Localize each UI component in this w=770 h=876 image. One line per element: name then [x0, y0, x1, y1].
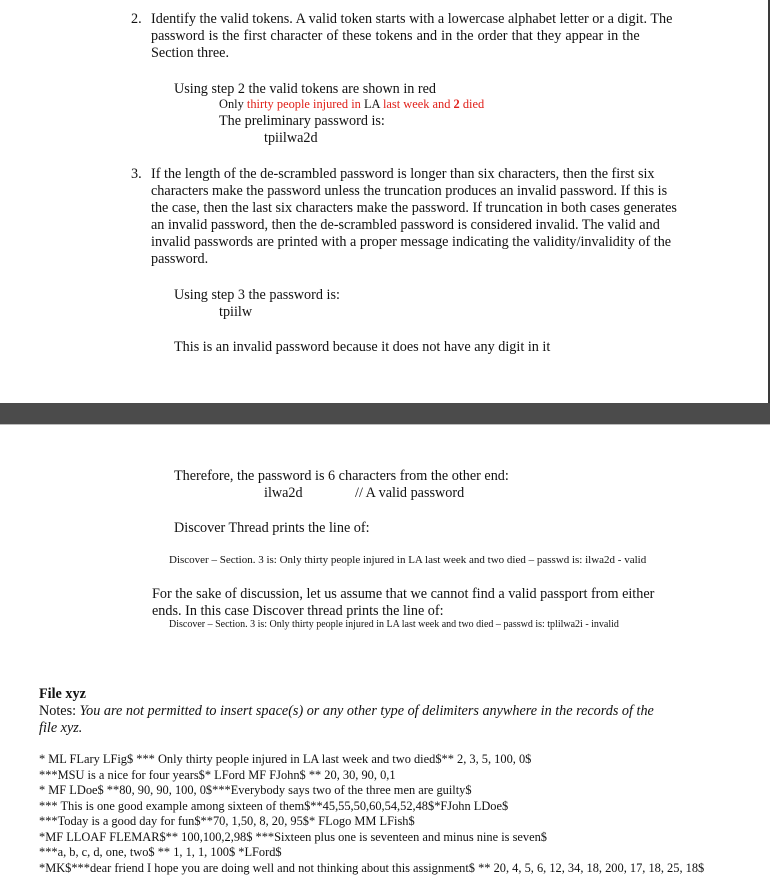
step-2-number: 2.: [131, 11, 142, 28]
valid-tokens-example: [219, 97, 484, 112]
valid-token: last: [383, 97, 400, 111]
file-record: ***a, b, c, d, one, two$ ** 1, 1, 1, 100$ *LFord$: [39, 845, 282, 861]
valid-token: injured: [313, 97, 348, 111]
step-3-line-1: If the length of the de-scrambled password is longer than six characters, then the first six: [151, 166, 655, 183]
discover-valid-line: Discover – Section. 3 is: Only thirty people injured in LA last week and two died – passwd is: ilwa2d - valid: [169, 554, 646, 566]
file-record: *** This is one good example among sixteen of them$**45,55,50,60,54,52,48$*FJohn LDoe$: [39, 799, 508, 815]
valid-token: and: [433, 97, 451, 111]
file-record: *MK$***dear friend I hope you are doing well and not thinking about this assignment$ ** 20, 4, 5, 6, 12, 34, 18, 200, 17, 18, 25, 18$: [39, 861, 704, 876]
step-3-number: 3.: [131, 166, 142, 183]
step-3-line-5: invalid passwords are printed with a proper message indicating the validity/invalidity of the: [151, 234, 671, 251]
step-3-line-4: an invalid password, then the de-scrambled password is considered invalid. The valid and: [151, 217, 660, 234]
notes-label: Notes:: [39, 703, 80, 719]
page-separator-line: [0, 424, 770, 425]
file-title: File xyz: [39, 686, 86, 703]
therefore-text: Therefore, the password is 6 characters from the other end:: [174, 468, 509, 485]
valid-token: 2: [454, 97, 460, 111]
final-password-comment: // A valid password: [355, 485, 464, 502]
step-3-using-text: Using step 3 the password is:: [174, 287, 340, 304]
valid-token: week: [403, 97, 429, 111]
file-record: *MF LLOAF FLEMAR$** 100,100,2,98$ ***Sixteen plus one is seventeen and minus nine is seven$: [39, 830, 547, 846]
discover-label: Discover Thread prints the line of:: [174, 520, 370, 537]
discover-invalid-line: Discover – Section. 3 is: Only thirty people injured in LA last week and two died – passwd is: tplilwa2i - invalid: [169, 619, 619, 630]
step-3-line-2: characters make the password unless the truncation produces an invalid password. If this is: [151, 183, 667, 200]
preliminary-password-value: tpiilwa2d: [264, 130, 318, 147]
valid-token: people: [277, 97, 310, 111]
step-2-line-2: password is the first character of these tokens and in the order that they appear in the: [151, 28, 640, 45]
step-2-using-text: Using step 2 the valid tokens are shown in red: [174, 81, 436, 98]
notes-text: You are not permitted to insert space(s) or any other type of delimiters anywhere in the records of the: [80, 703, 654, 719]
valid-token: in: [351, 97, 361, 111]
step-3-password-value: tpiilw: [219, 304, 252, 321]
file-record: * ML FLary LFig$ *** Only thirty people injured in LA last week and two died$** 2, 3, 5, 100, 0$: [39, 752, 531, 768]
invalid-password-message: This is an invalid password because it does not have any digit in it: [174, 339, 550, 356]
sake-line-2: ends. In this case Discover thread prints the line of:: [152, 603, 444, 620]
token-word: LA: [364, 97, 380, 111]
page-separator: [0, 403, 770, 425]
file-notes-line-2: file xyz.: [39, 720, 82, 737]
step-3-line-6: password.: [151, 251, 208, 268]
file-notes-line-1: [39, 703, 654, 720]
sake-line-1: For the sake of discussion, let us assume that we cannot find a valid passport from either: [152, 586, 654, 603]
final-password-value: ilwa2d: [264, 485, 303, 502]
step-2-line-1: Identify the valid tokens. A valid token starts with a lowercase alphabet letter or a digit. The: [151, 11, 672, 28]
valid-token: died: [463, 97, 484, 111]
file-record: * MF LDoe$ **80, 90, 90, 100, 0$***Everybody says two of the three men are guilty$: [39, 783, 472, 799]
preliminary-password-label: The preliminary password is:: [219, 113, 385, 130]
step-3-line-3: the case, then the last six characters make the password. If truncation in both cases generates: [151, 200, 677, 217]
step-2-line-3: Section three.: [151, 45, 229, 62]
file-record: ***Today is a good day for fun$**70, 1,50, 8, 20, 95$* FLogo MM LFish$: [39, 814, 415, 830]
valid-token: thirty: [247, 97, 274, 111]
token-word: Only: [219, 97, 244, 111]
file-record: ***MSU is a nice for four years$* LFord MF FJohn$ ** 20, 30, 90, 0,1: [39, 768, 396, 784]
